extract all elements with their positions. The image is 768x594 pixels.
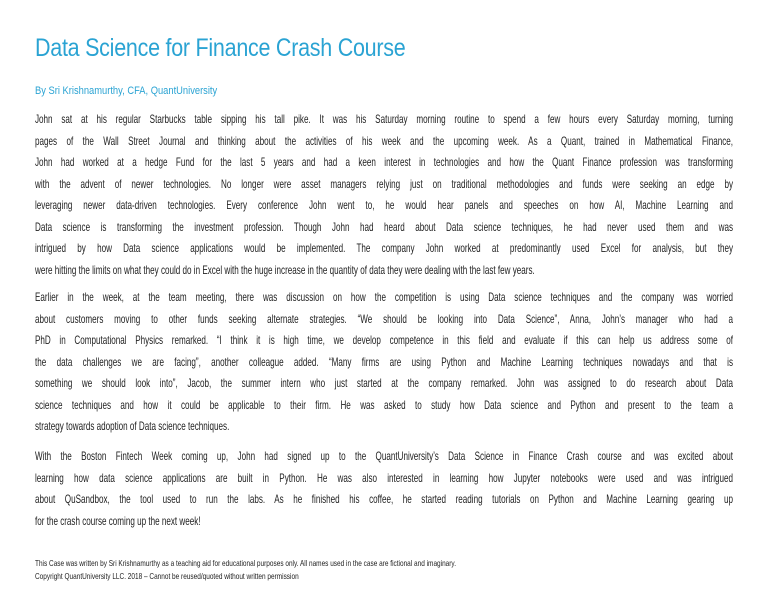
paragraph-line: With the Boston Fintech Week coming up, John had signed up to the QuantUniversity’s Data Science in Finance Crash course and was excited about xyxy=(35,450,733,463)
paragraph-line: PhD in Computational Physics remarked. “I think it is high time, we develop competence in this field and evaluate if this can help us address some of xyxy=(35,334,733,347)
paragraph-line: with the advent of newer technologies. No longer were asset managers relying just on traditional methodologies and funds were seeking an edge by xyxy=(35,177,733,191)
paragraph-line: intrigued by how Data science applications would be implemented. The company John worked at predominantly used Excel for analysis, but they xyxy=(35,242,733,255)
paragraph-line: for the crash course coming up the next week! xyxy=(35,514,201,528)
paragraph-line: Earlier in the week, at the team meeting, there was discussion on how the competition is using Data science techniques and the company was worried xyxy=(35,291,733,304)
author-byline: By Sri Krishnamurthy, CFA, QuantUniversity xyxy=(35,85,218,97)
footer-line-copyright: Copyright QuantUniversity LLC. 2018 – Cannot be reused/quoted without written permission xyxy=(35,570,299,581)
paragraph-line: Data science is transforming the investment profession. Though John had heard about Data science techniques, he had never used them and was xyxy=(35,220,733,234)
paragraph-line: leveraging newer data-driven technologies. Every conference John went to, he would hear panels and speeches on how AI, Machine Learning and xyxy=(35,199,733,212)
paragraph-line: learning how data science applications are built in Python. He was also interested in learning how Jupyter notebooks were used and was intrigued xyxy=(35,471,733,485)
paragraph-3 xyxy=(35,446,733,532)
paragraph-line: were hitting the limits on what they could do in Excel with the huge increase in the quantity of data they were dealing with the last few years. xyxy=(35,263,535,277)
footer-line-disclaimer: This Case was written by Sri Krishnamurthy as a teaching aid for educational purposes only. All names used in the case are fictional and imaginary. xyxy=(35,558,456,568)
paragraph-line: the data challenges we are facing”, another colleague added. “Many firms are using Python and Machine Learning techniques nowadays and that is xyxy=(35,355,733,369)
paragraph-line: John had worked at a hedge Fund for the last 5 years and had a keen interest in technologies and how the Quant Finance profession was transforming xyxy=(35,156,733,169)
paragraph-line: science techniques and how it could be applicable to their firm. He was asked to study how Data science and Python and present to the team a xyxy=(35,398,733,412)
document-title: Data Science for Finance Crash Course xyxy=(35,34,406,62)
paragraph-line: John sat at his regular Starbucks table sipping his tall pike. It was his Saturday morning routine to spend a few hours every Saturday morning, turning xyxy=(35,113,733,126)
paragraph-2 xyxy=(35,287,733,438)
footer-disclaimer xyxy=(35,557,456,582)
paragraph-line: about customers moving to other funds seeking alternate strategies. “We should be looking into Data Science”, Anna, John’s manager who had a xyxy=(35,312,733,326)
paragraph-line: pages of the Wall Street Journal and thinking about the activities of his week and the upcoming week. As a Quant, trained in Mathematical Finance, xyxy=(35,134,733,148)
paragraph-line: something we should look into”, Jacob, the summer intern who just started at the company remarked. John was assigned to do research about Data xyxy=(35,377,733,390)
paragraph-line: strategy towards adoption of Data science techniques. xyxy=(35,420,230,433)
paragraph-1 xyxy=(35,109,733,281)
paragraph-line: about QuSandbox, the tool used to run the labs. As he finished his coffee, he started reading tutorials on Python and Machine Learning gearing up xyxy=(35,493,733,506)
